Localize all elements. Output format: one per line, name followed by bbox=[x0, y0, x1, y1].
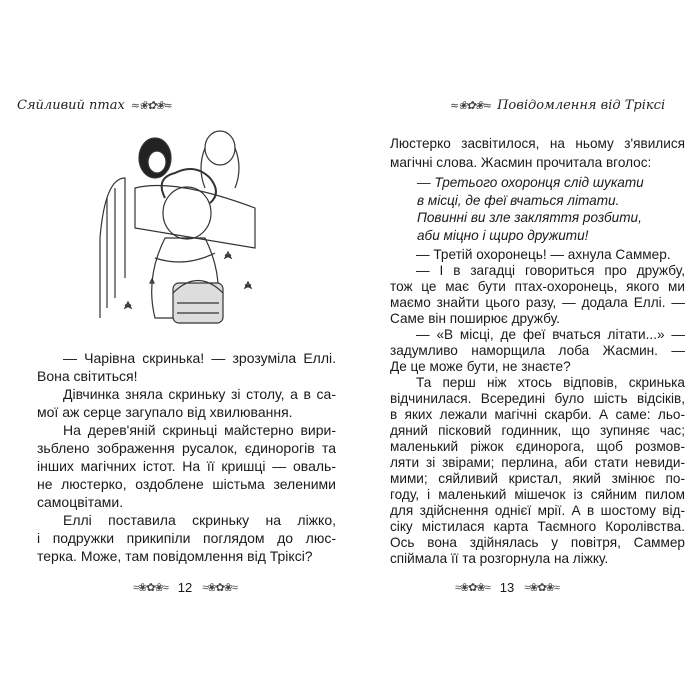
running-head-title: Повідомлення від Тріксі bbox=[497, 98, 666, 113]
right-page-body bbox=[390, 247, 685, 567]
text-line: мої аж серце загупало від хвилювання. bbox=[37, 404, 293, 420]
running-head-title: Сяйливий птах bbox=[17, 98, 125, 113]
running-head-left bbox=[17, 98, 172, 113]
text-line: в яких лежали магічні скарби. А саме: льо- bbox=[390, 407, 685, 422]
text-line: Де це може бути, не знаєте? bbox=[390, 359, 571, 374]
text-line: — Третій охоронець! — ахнула Саммер. bbox=[416, 247, 671, 262]
text-line: зьблено зображення русалок, єдинорогів та bbox=[37, 440, 336, 456]
right-page-intro bbox=[390, 136, 685, 171]
text-line: маємо знайти цього разу, — додала Еллі. — bbox=[390, 295, 685, 310]
right-page bbox=[350, 0, 700, 700]
page-number-right bbox=[455, 580, 559, 595]
magic-verse bbox=[417, 174, 644, 244]
text-line: інших магічних істот. На її кришці — оваль- bbox=[37, 458, 336, 474]
text-line: терка. Може, там повідомлення від Тріксі? bbox=[37, 548, 313, 564]
text-line: і подружки прикипіли поглядом до люс- bbox=[37, 530, 336, 546]
ornament-icon: ≈❀✿❀≈ bbox=[450, 99, 492, 112]
ornament-icon: ≈❀✿❀≈ bbox=[202, 582, 237, 594]
text-line: дяний пісковий годинник, що зупиняє час; bbox=[390, 423, 685, 438]
text-line: — «В місці, де феї вчаться літати...» — bbox=[416, 327, 685, 342]
text-line: Дівчинка зняла скриньку зі столу, а в са- bbox=[63, 386, 336, 402]
text-line: Та перш ніж хтось відповів, скринька bbox=[416, 375, 685, 390]
text-line: задумливо наморщила лоба Жасмин. — bbox=[390, 343, 685, 358]
ornament-icon: ≈❀✿❀≈ bbox=[524, 582, 559, 594]
text-line: Вона світиться! bbox=[37, 368, 138, 384]
text-line: сіку містилася карта Таємного Королівства. bbox=[390, 519, 685, 534]
verse-line: в місці, де феї вчаться літати. bbox=[417, 192, 620, 208]
text-line: магічні слова. Жасмин прочитала вголос: bbox=[390, 155, 652, 170]
text-line: мими; сяйливий кристал, який змінює по- bbox=[390, 471, 685, 486]
verse-line: аби міцно і щиро дружити! bbox=[417, 227, 589, 243]
verse-line: — Третього охоронця слід шукати bbox=[417, 175, 644, 190]
text-line: Ось вона здійнялась у повітря, Саммер bbox=[390, 535, 685, 550]
text-line: Люстерко засвітилося, на ньому з'явилися bbox=[390, 136, 685, 151]
text-line: самоцвітами. bbox=[37, 494, 124, 510]
text-line: году, і маленький мішечок із сяйним пилом bbox=[390, 487, 685, 502]
text-line: Еллі поставила скриньку на ліжко, bbox=[63, 512, 336, 528]
text-line: — Чарівна скринька! — зрозуміла Еллі. bbox=[63, 350, 336, 366]
page-number: 12 bbox=[177, 580, 193, 595]
illustration-girls-with-magic-box bbox=[95, 118, 265, 340]
ornament-icon: ≈❀✿❀≈ bbox=[130, 99, 172, 112]
page-number-left bbox=[133, 580, 237, 595]
text-line: маленький ріжок єдинорога, щоб розмов- bbox=[390, 439, 685, 454]
running-head-right bbox=[450, 98, 665, 113]
text-line: відчинилася. Всередині було шість відсіків, bbox=[390, 391, 685, 406]
page-number: 13 bbox=[499, 580, 515, 595]
text-line: тож це має бути птах-охоронець, якого ми bbox=[390, 279, 685, 294]
text-line: Саме він поширює дружбу. bbox=[390, 311, 560, 326]
text-line: для здійснення однієї мрії. А в шостому від- bbox=[390, 503, 685, 518]
ornament-icon: ≈❀✿❀≈ bbox=[133, 582, 168, 594]
verse-line: Повинні ви зле закляття розбити, bbox=[417, 210, 642, 225]
text-line: ляти зі звірами; перлина, аби стати невиди- bbox=[390, 455, 685, 470]
text-line: не люстерко, оздоблене шістьма зеленими bbox=[37, 476, 336, 492]
text-line: — І в загадці говориться про дружбу, bbox=[416, 263, 685, 278]
text-line: На дерев'яній скриньці майстерно вири- bbox=[63, 422, 336, 438]
ornament-icon: ≈❀✿❀≈ bbox=[455, 582, 490, 594]
left-page-body bbox=[37, 349, 336, 565]
text-line: спіймала її та розгорнула на ліжку. bbox=[390, 551, 609, 566]
